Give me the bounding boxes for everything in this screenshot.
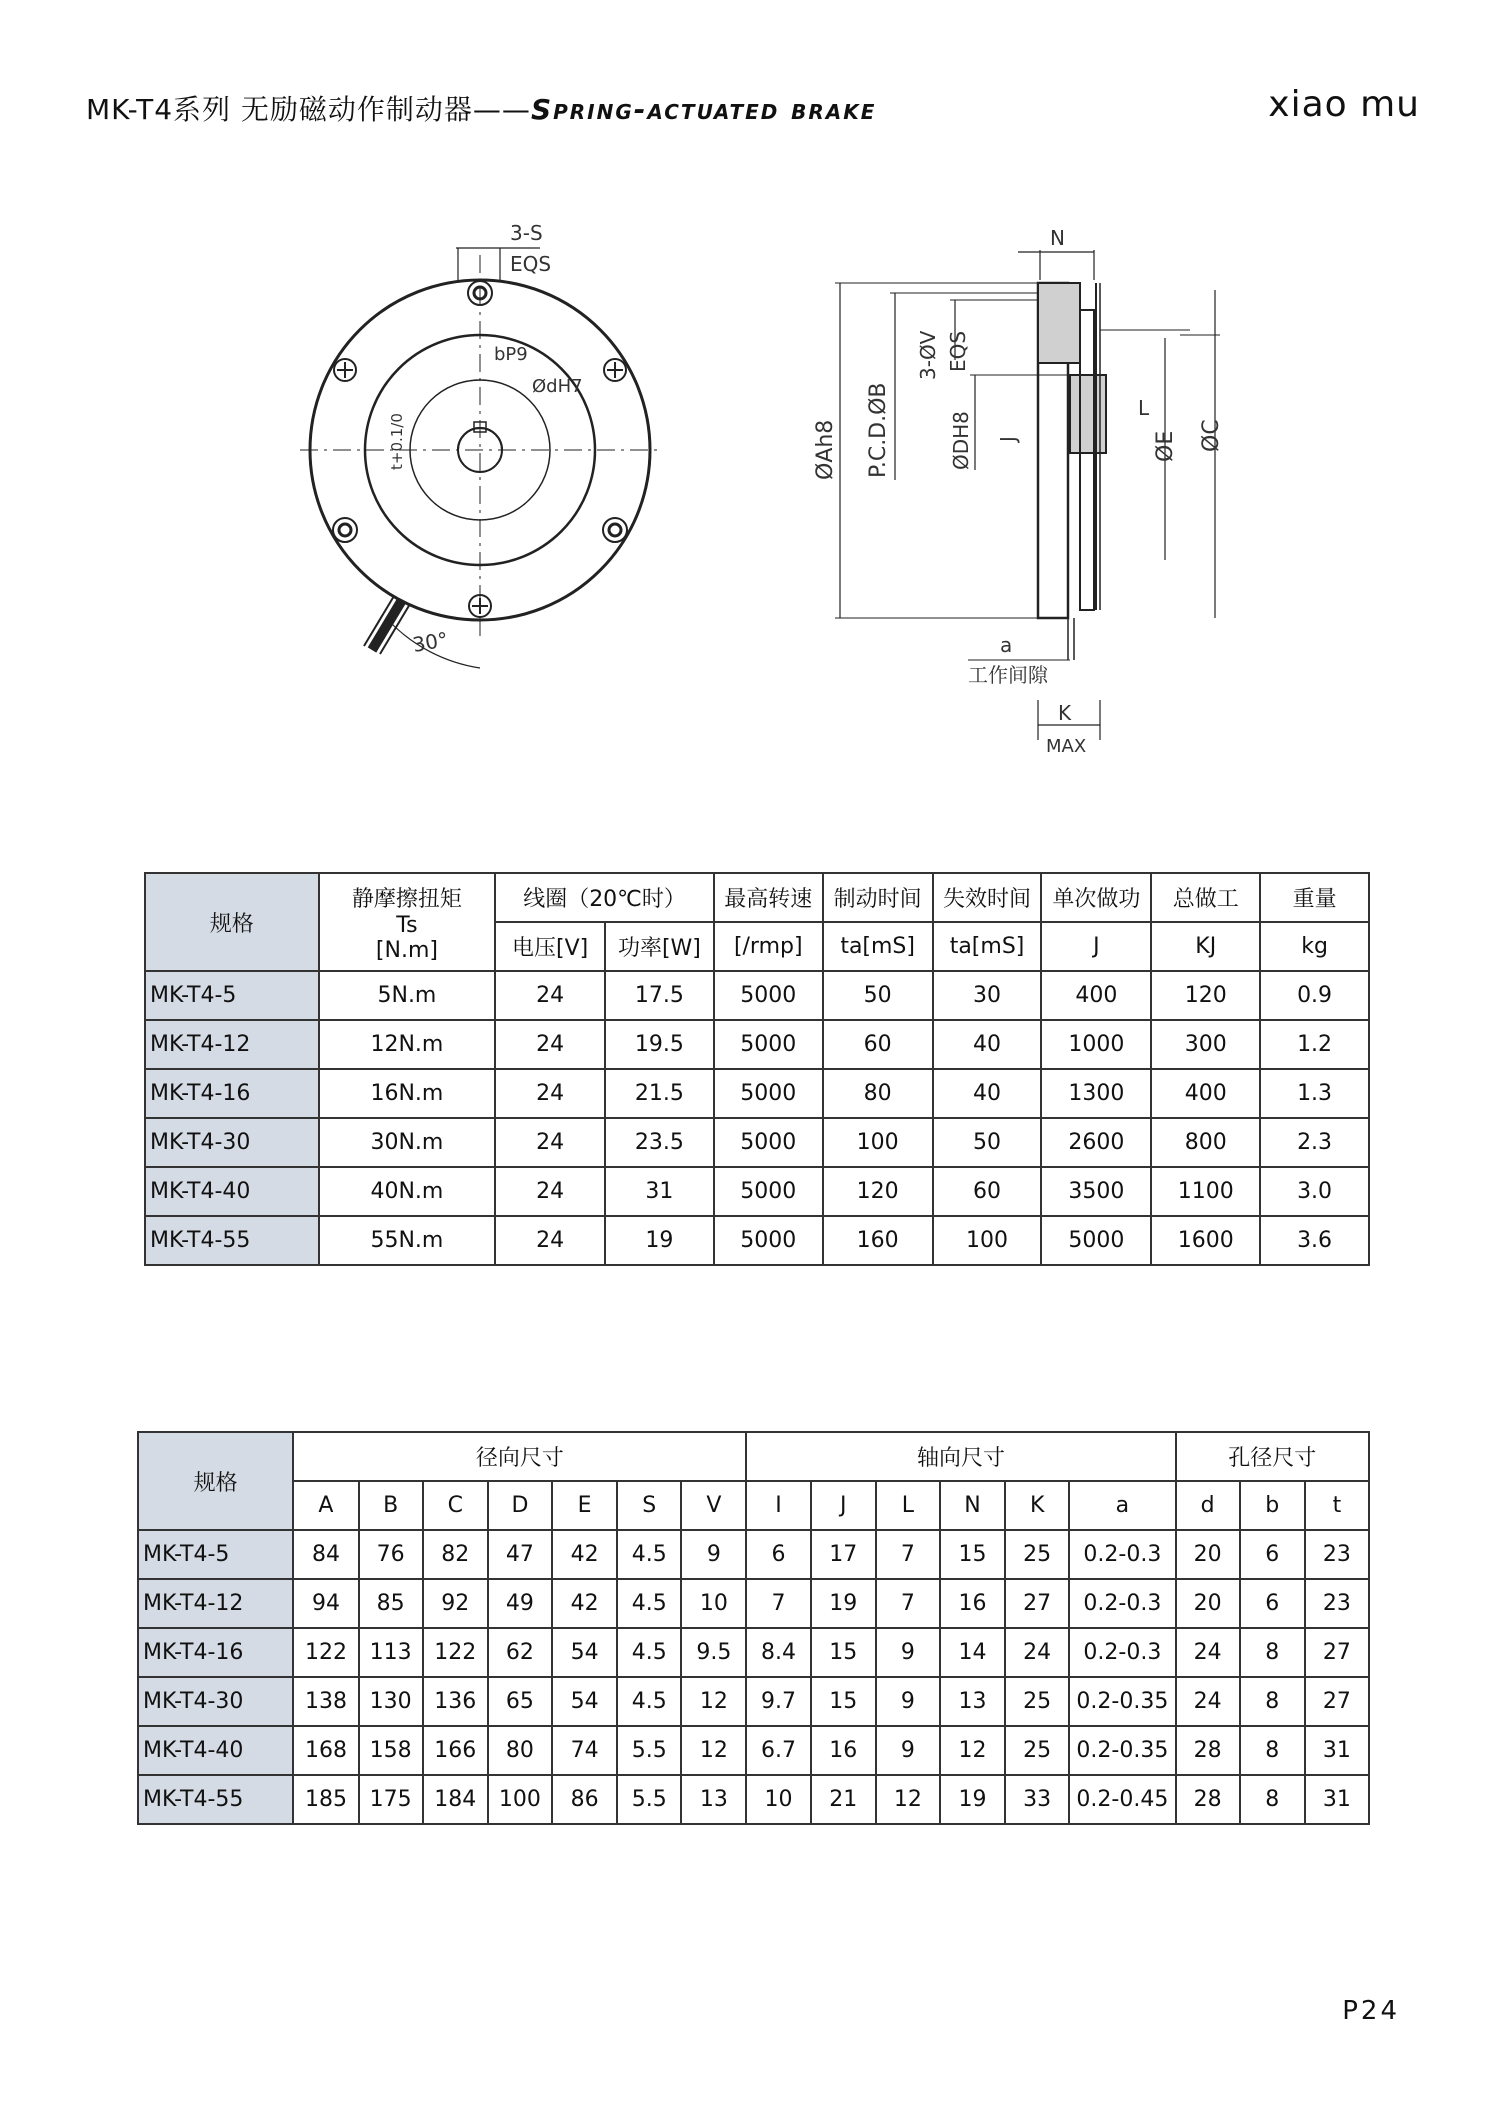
table-cell: 86 [552,1775,617,1824]
model-cell: MK-T4-5 [138,1530,293,1579]
table-row [138,1628,1369,1677]
label-j: J [996,436,1020,442]
brake-technical-drawing [0,0,1500,780]
header-release-unit: ta[mS] [933,922,1042,971]
table-cell: 94 [293,1579,358,1628]
table-row [145,1216,1369,1265]
table-cell: 4.5 [617,1530,681,1579]
table-cell: 136 [423,1677,488,1726]
table-cell: 12 [940,1726,1005,1775]
screw-head-bottom [469,595,491,617]
table-cell: 5000 [714,1118,823,1167]
table-row [138,1775,1369,1824]
table-cell: 49 [488,1579,552,1628]
label-30-degree: 30° [410,627,450,657]
table-cell: 10 [746,1775,810,1824]
table-cell: 28 [1176,1775,1240,1824]
table-cell: 175 [359,1775,423,1824]
brand-logo: xiao mu [1268,84,1420,125]
label-dia-c: ØC [1199,419,1224,452]
table-cell: 19.5 [605,1020,714,1069]
page-number: P24 [1342,1996,1400,2026]
table-cell: 20 [1176,1530,1240,1579]
label-dia-d: ØDH8 [949,411,973,470]
header-release-time: 失效时间 [933,873,1042,922]
table-cell: 60 [933,1167,1042,1216]
table-cell: 65 [488,1677,552,1726]
column-header: a [1069,1481,1175,1530]
table-cell: 7 [746,1579,810,1628]
table-cell: 8.4 [746,1628,810,1677]
header-work-total-unit: KJ [1151,922,1260,971]
model-cell: MK-T4-16 [138,1628,293,1677]
model-cell: MK-T4-55 [145,1216,319,1265]
column-header: K [1005,1481,1069,1530]
table-cell: 4.5 [617,1677,681,1726]
table-cell: 1.2 [1260,1020,1369,1069]
table-row [138,1726,1369,1775]
label-b-p9: bP9 [494,344,528,365]
table-cell: 24 [495,1069,605,1118]
header-power: 功率[W] [605,922,714,971]
table-cell: 0.2-0.35 [1069,1677,1175,1726]
table-cell: 25 [1005,1530,1069,1579]
table-cell: 55N.m [319,1216,496,1265]
table-cell: 84 [293,1530,358,1579]
header-work-total: 总做工 [1151,873,1260,922]
mounting-hole-left [333,518,357,542]
table-cell: 184 [423,1775,488,1824]
table-cell: 122 [293,1628,358,1677]
table-cell: 122 [423,1628,488,1677]
table-cell: 15 [940,1530,1005,1579]
table-cell: 7 [876,1579,940,1628]
table-cell: 166 [423,1726,488,1775]
armature-plate [1080,310,1094,610]
table-cell: 160 [823,1216,933,1265]
table-cell: 12 [681,1726,746,1775]
column-header: d [1176,1481,1240,1530]
header-model: 规格 [138,1432,293,1530]
table-cell: 15 [811,1677,876,1726]
table-row [145,1069,1369,1118]
table-cell: 9 [876,1677,940,1726]
table-cell: 0.9 [1260,971,1369,1020]
table-cell: 168 [293,1726,358,1775]
header-brake-time: 制动时间 [823,873,933,922]
table-cell: 40 [933,1069,1042,1118]
label-k: K [1058,701,1072,725]
table-cell: 3.6 [1260,1216,1369,1265]
table-cell: 4.5 [617,1628,681,1677]
table-cell: 24 [1005,1628,1069,1677]
table-cell: 54 [552,1677,617,1726]
table-cell: 47 [488,1530,552,1579]
table-cell: 27 [1305,1628,1369,1677]
table-cell: 2.3 [1260,1118,1369,1167]
table-cell: 42 [552,1530,617,1579]
specification-table [144,872,1370,1266]
dim-table-body [138,1530,1369,1824]
spec-header-row-1 [145,873,1369,922]
header-speed-unit: [/rmp] [714,922,823,971]
table-cell: 120 [823,1167,933,1216]
table-cell: 5000 [1041,1216,1151,1265]
label-3-s: 3-S [510,221,543,245]
column-header: t [1305,1481,1369,1530]
header-model: 规格 [145,873,319,971]
table-cell: 40N.m [319,1167,496,1216]
column-header: A [293,1481,358,1530]
table-row [145,1167,1369,1216]
table-cell: 20 [1176,1579,1240,1628]
table-cell: 16 [940,1579,1005,1628]
front-view [300,248,660,668]
label-3-v: 3-ØV [916,330,940,380]
table-cell: 8 [1240,1775,1305,1824]
table-cell: 5.5 [617,1775,681,1824]
header-torque-unit: [N.m] [375,937,438,963]
table-cell: 21 [811,1775,876,1824]
model-cell: MK-T4-12 [138,1579,293,1628]
label-l: L [1138,396,1150,420]
header-torque [319,873,496,971]
table-cell: 25 [1005,1726,1069,1775]
table-cell: 42 [552,1579,617,1628]
header-weight: 重量 [1260,873,1369,922]
table-cell: 92 [423,1579,488,1628]
table-cell: 6 [746,1530,810,1579]
table-cell: 12N.m [319,1020,496,1069]
label-k-max: MAX [1046,736,1087,757]
screw-head-right [604,359,626,381]
table-cell: 3500 [1041,1167,1151,1216]
model-cell: MK-T4-16 [145,1069,319,1118]
table-cell: 2600 [1041,1118,1151,1167]
table-cell: 82 [423,1530,488,1579]
table-cell: 23 [1305,1530,1369,1579]
table-cell: 21.5 [605,1069,714,1118]
label-bore-d: ØdH7 [532,376,583,397]
label-t-tolerance: t+0.1/0 [388,413,406,470]
table-cell: 120 [1151,971,1260,1020]
table-cell: 0.2-0.3 [1069,1628,1175,1677]
table-cell: 5.5 [617,1726,681,1775]
table-cell: 28 [1176,1726,1240,1775]
table-cell: 1.3 [1260,1069,1369,1118]
dimension-table [137,1431,1370,1825]
title-chinese: MK-T4系列 无励磁动作制动器—— [86,93,531,126]
table-cell: 19 [605,1216,714,1265]
header-work-single: 单次做功 [1041,873,1151,922]
table-cell: 80 [488,1726,552,1775]
table-cell: 5000 [714,1020,823,1069]
table-cell: 24 [1176,1628,1240,1677]
table-cell: 100 [488,1775,552,1824]
mounting-hole-right [603,518,627,542]
table-cell: 9 [876,1726,940,1775]
table-cell: 24 [1176,1677,1240,1726]
table-cell: 31 [1305,1726,1369,1775]
column-header: L [876,1481,940,1530]
table-cell: 30N.m [319,1118,496,1167]
model-cell: MK-T4-30 [138,1677,293,1726]
header-radial: 径向尺寸 [293,1432,746,1481]
header-voltage: 电压[V] [495,922,605,971]
table-cell: 7 [876,1530,940,1579]
dim-header-row-2 [138,1481,1369,1530]
table-cell: 10 [681,1579,746,1628]
label-n: N [1050,226,1065,250]
label-eqs-front: EQS [510,252,552,276]
table-cell: 62 [488,1628,552,1677]
header-work-single-unit: J [1041,922,1151,971]
table-cell: 12 [681,1677,746,1726]
label-gap-a: a [1000,633,1013,657]
table-cell: 74 [552,1726,617,1775]
table-cell: 400 [1041,971,1151,1020]
table-cell: 9 [681,1530,746,1579]
table-cell: 14 [940,1628,1005,1677]
table-cell: 6 [1240,1579,1305,1628]
header-torque-symbol: Ts [396,912,418,938]
table-cell: 54 [552,1628,617,1677]
table-cell: 0.2-0.3 [1069,1530,1175,1579]
table-cell: 24 [495,1020,605,1069]
table-row [138,1579,1369,1628]
screw-head-left [334,359,356,381]
table-cell: 4.5 [617,1579,681,1628]
label-dia-e: ØE [1153,430,1178,462]
model-cell: MK-T4-40 [145,1167,319,1216]
model-cell: MK-T4-40 [138,1726,293,1775]
table-cell: 23.5 [605,1118,714,1167]
table-cell: 113 [359,1628,423,1677]
table-cell: 1000 [1041,1020,1151,1069]
table-cell: 76 [359,1530,423,1579]
table-cell: 1600 [1151,1216,1260,1265]
table-cell: 17 [811,1530,876,1579]
table-cell: 800 [1151,1118,1260,1167]
label-eqs-side: EQS [946,330,970,372]
label-pcd-b: P.C.D.ØB [866,382,891,478]
table-cell: 0.2-0.3 [1069,1579,1175,1628]
table-cell: 9 [876,1628,940,1677]
table-cell: 130 [359,1677,423,1726]
table-row [138,1677,1369,1726]
column-header: J [811,1481,876,1530]
table-cell: 6 [1240,1530,1305,1579]
table-cell: 40 [933,1020,1042,1069]
table-cell: 100 [933,1216,1042,1265]
table-cell: 50 [933,1118,1042,1167]
table-cell: 185 [293,1775,358,1824]
table-cell: 9.7 [746,1677,810,1726]
label-dia-a: ØAh8 [813,419,838,480]
table-cell: 33 [1005,1775,1069,1824]
model-cell: MK-T4-12 [145,1020,319,1069]
table-cell: 50 [823,971,933,1020]
table-row [145,1020,1369,1069]
label-working-gap: 工作间隙 [968,663,1048,687]
header-torque-label: 静摩擦扭矩 [351,886,462,912]
table-cell: 16N.m [319,1069,496,1118]
header-brake-unit: ta[mS] [823,922,933,971]
model-cell: MK-T4-30 [145,1118,319,1167]
table-cell: 138 [293,1677,358,1726]
lead-wire-cable [364,596,410,654]
table-cell: 1100 [1151,1167,1260,1216]
table-cell: 60 [823,1020,933,1069]
table-cell: 30 [933,971,1042,1020]
table-cell: 15 [811,1628,876,1677]
header-speed: 最高转速 [714,873,823,922]
model-cell: MK-T4-55 [138,1775,293,1824]
table-cell: 13 [681,1775,746,1824]
table-row [145,1118,1369,1167]
table-cell: 19 [811,1579,876,1628]
table-cell: 31 [605,1167,714,1216]
table-cell: 100 [823,1118,933,1167]
table-cell: 5000 [714,971,823,1020]
table-cell: 24 [495,1118,605,1167]
table-cell: 23 [1305,1579,1369,1628]
header-coil: 线圈（20℃时） [495,873,714,922]
table-cell: 19 [940,1775,1005,1824]
column-header: E [552,1481,617,1530]
table-cell: 17.5 [605,971,714,1020]
table-row [138,1530,1369,1579]
column-header: S [617,1481,681,1530]
table-cell: 5000 [714,1069,823,1118]
table-cell: 1300 [1041,1069,1151,1118]
column-header: C [423,1481,488,1530]
table-cell: 8 [1240,1628,1305,1677]
table-row [145,971,1369,1020]
table-cell: 400 [1151,1069,1260,1118]
table-cell: 300 [1151,1020,1260,1069]
header-weight-unit: kg [1260,922,1369,971]
table-cell: 80 [823,1069,933,1118]
table-cell: 9.5 [681,1628,746,1677]
table-cell: 5000 [714,1216,823,1265]
header-bore: 孔径尺寸 [1176,1432,1370,1481]
header-axial: 轴向尺寸 [746,1432,1175,1481]
table-cell: 25 [1005,1677,1069,1726]
table-cell: 13 [940,1677,1005,1726]
table-cell: 24 [495,1216,605,1265]
dim-header-row-1 [138,1432,1369,1481]
column-header: V [681,1481,746,1530]
column-header: N [940,1481,1005,1530]
table-cell: 6.7 [746,1726,810,1775]
table-cell: 0.2-0.45 [1069,1775,1175,1824]
table-cell: 158 [359,1726,423,1775]
table-cell: 0.2-0.35 [1069,1726,1175,1775]
table-cell: 12 [876,1775,940,1824]
column-header: B [359,1481,423,1530]
table-cell: 8 [1240,1677,1305,1726]
table-cell: 3.0 [1260,1167,1369,1216]
column-header: b [1240,1481,1305,1530]
magnet-section-top [1038,283,1080,363]
column-header: I [746,1481,810,1530]
model-cell: MK-T4-5 [145,971,319,1020]
table-cell: 27 [1005,1579,1069,1628]
table-cell: 5N.m [319,971,496,1020]
table-cell: 31 [1305,1775,1369,1824]
title-english: Spring-actuated brake [530,93,877,126]
table-cell: 27 [1305,1677,1369,1726]
table-cell: 85 [359,1579,423,1628]
table-cell: 24 [495,971,605,1020]
spec-table-body [145,971,1369,1265]
column-header: D [488,1481,552,1530]
table-cell: 5000 [714,1167,823,1216]
table-cell: 24 [495,1167,605,1216]
table-cell: 16 [811,1726,876,1775]
table-cell: 8 [1240,1726,1305,1775]
